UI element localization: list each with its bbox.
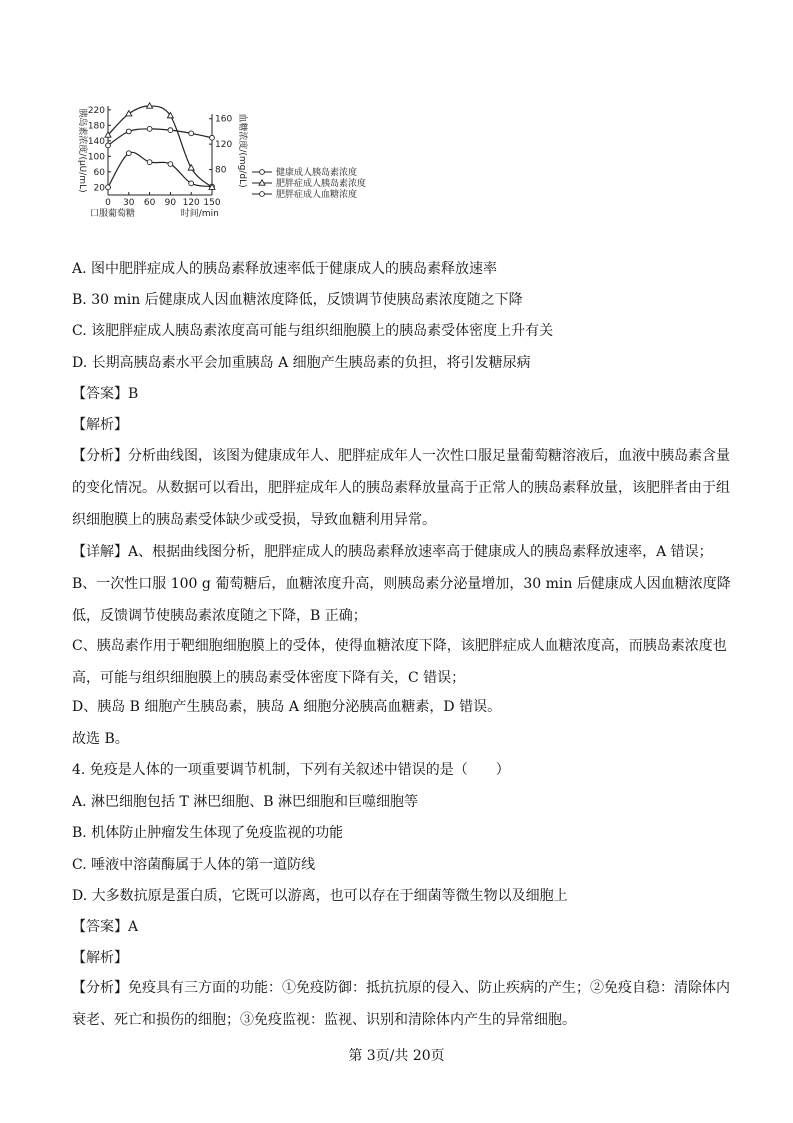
legend-label-1: 健康成人胰岛素浓度 xyxy=(276,168,358,178)
y-right-tick-label: 160 xyxy=(215,114,233,125)
q4-answer: 【答案】A xyxy=(72,919,139,935)
series-3-point xyxy=(126,129,131,134)
x-axis-title: 时间/min xyxy=(180,209,219,219)
q3-option-d: D. 长期高胰岛素水平会加重胰岛 A 细胞产生胰岛素的负担，将引发糖尿病 xyxy=(72,355,531,371)
x-tick-label: 60 xyxy=(143,198,156,208)
y-left-tick-label: 220 xyxy=(87,105,105,116)
series-line-1 xyxy=(108,152,212,187)
series-3-point xyxy=(168,128,173,133)
y-left-tick-label: 20 xyxy=(93,183,105,194)
q3-option-b: B. 30 min 后健康成人因血糖浓度降低，反馈调节使胰岛素浓度随之下降 xyxy=(72,292,523,308)
series-3-point xyxy=(106,143,111,148)
x-tick-label: 120 xyxy=(182,198,200,208)
x-tick-label: 150 xyxy=(203,198,221,208)
q4-option-c: C. 唾液中溶菌酶属于人体的第一道防线 xyxy=(72,857,316,873)
series-3-point xyxy=(147,126,152,131)
q4-option-b: B. 机体防止肿瘤发生体现了免疫监视的功能 xyxy=(72,825,344,841)
series-1-point xyxy=(147,160,152,165)
y-left-axis-title: 胰岛素浓度/(μU/mL) xyxy=(77,108,87,193)
q4-option-d: D. 大多数抗原是蛋白质，它既可以游离，也可以存在于细菌等微生物以及细胞上 xyxy=(72,888,568,904)
q3-detail-b: B、一次性口服 100 g 葡萄糖后，血糖浓度升高，则胰岛素分泌量增加，30 min 后健康成人因血糖浓度降低，反馈调节使胰岛素浓度随之下降，B 正确； xyxy=(72,576,731,624)
series-1-point xyxy=(106,185,111,190)
series-2-point xyxy=(126,111,132,116)
series-1-point xyxy=(126,151,131,156)
q3-detail-c: C、胰岛素作用于靶细胞细胞膜上的受体，使得血糖浓度下降，该肥胖症成人血糖浓度高，而胰岛素浓度也高，可能与组织细胞膜上的胰岛素受体密度下降有关，C 错误； xyxy=(72,638,727,686)
y-right-tick-label: 80 xyxy=(215,165,227,176)
x-start-label: 口服葡萄糖 xyxy=(90,209,136,219)
y-right-tick-label: 120 xyxy=(215,140,233,151)
q3-fenxi: 【分析】分析曲线图，该图为健康成年人、肥胖症成年人一次性口服足量葡萄糖溶液后，血液中胰岛素含量的变化情况。从数据可以看出，肥胖症成年人的胰岛素释放量高于正常人的胰岛素释放量，该肥胖者由于组织细胞膜上的胰岛素受体缺少或受损，导致血糖利用异常。 xyxy=(72,448,730,528)
chart-legend xyxy=(252,166,366,200)
y-left-tick-label: 60 xyxy=(93,167,105,178)
q3-conclusion: 故选 B。 xyxy=(72,731,129,747)
chart-series xyxy=(105,103,215,190)
q4-fenxi: 【分析】免疫具有三方面的功能：①免疫防御：抵抗抗原的侵入、防止疾病的产生；②免疫自稳：清除体内衰老、死亡和损伤的细胞；③免疫监视：监视、识别和清除体内产生的异常细胞。 xyxy=(72,980,730,1028)
series-line-3 xyxy=(108,129,212,146)
series-line-2 xyxy=(108,106,212,187)
x-tick-label: 30 xyxy=(123,198,135,208)
x-tick-label: 0 xyxy=(105,198,111,208)
q4-stem: 4. 免疫是人体的一项重要调节机制，下列有关叙述中错误的是（ ） xyxy=(72,762,510,778)
legend-marker-1 xyxy=(260,170,265,175)
y-left-tick-label: 180 xyxy=(87,121,105,132)
y-right-axis-title: 血糖浓度/(mg/dL) xyxy=(237,113,247,188)
q3-detail-a: 【详解】A、根据曲线图分析，肥胖症成人的胰岛素释放速率高于健康成人的胰岛素释放速率，A 错误； xyxy=(72,544,713,560)
legend-label-3: 肥胖症成人血糖浓度 xyxy=(276,190,358,200)
legend-label-2: 肥胖症成人胰岛素浓度 xyxy=(276,179,367,189)
series-3-point xyxy=(189,131,194,136)
chart-axes xyxy=(108,106,212,195)
q3-analysis-title: 【解析】 xyxy=(72,417,128,433)
q4-analysis-title: 【解析】 xyxy=(72,950,128,966)
series-2-point xyxy=(188,165,194,170)
y-left-tick-label: 140 xyxy=(87,136,105,147)
legend-marker-3 xyxy=(260,192,265,197)
series-1-point xyxy=(189,181,194,186)
insulin-glucose-chart xyxy=(62,100,382,225)
q3-option-c: C. 该肥胖症成人胰岛素浓度高可能与组织细胞膜上的胰岛素受体密度上升有关 xyxy=(72,323,554,339)
series-3-point xyxy=(210,135,215,140)
q3-detail-d: D、胰岛 B 细胞产生胰岛素，胰岛 A 细胞分泌胰高血糖素，D 错误。 xyxy=(72,699,502,715)
q3-answer: 【答案】B xyxy=(72,386,139,402)
y-left-tick-label: 100 xyxy=(87,152,105,163)
q3-option-a: A. 图中肥胖症成人的胰岛素释放速率低于健康成人的胰岛素释放速率 xyxy=(72,261,498,277)
x-tick-label: 90 xyxy=(164,198,177,208)
page-footer: 第 3页/共 20页 xyxy=(348,1048,445,1064)
series-1-point xyxy=(168,162,173,167)
q4-option-a: A. 淋巴细胞包括 T 淋巴细胞、B 淋巴细胞和巨噬细胞等 xyxy=(72,794,418,810)
